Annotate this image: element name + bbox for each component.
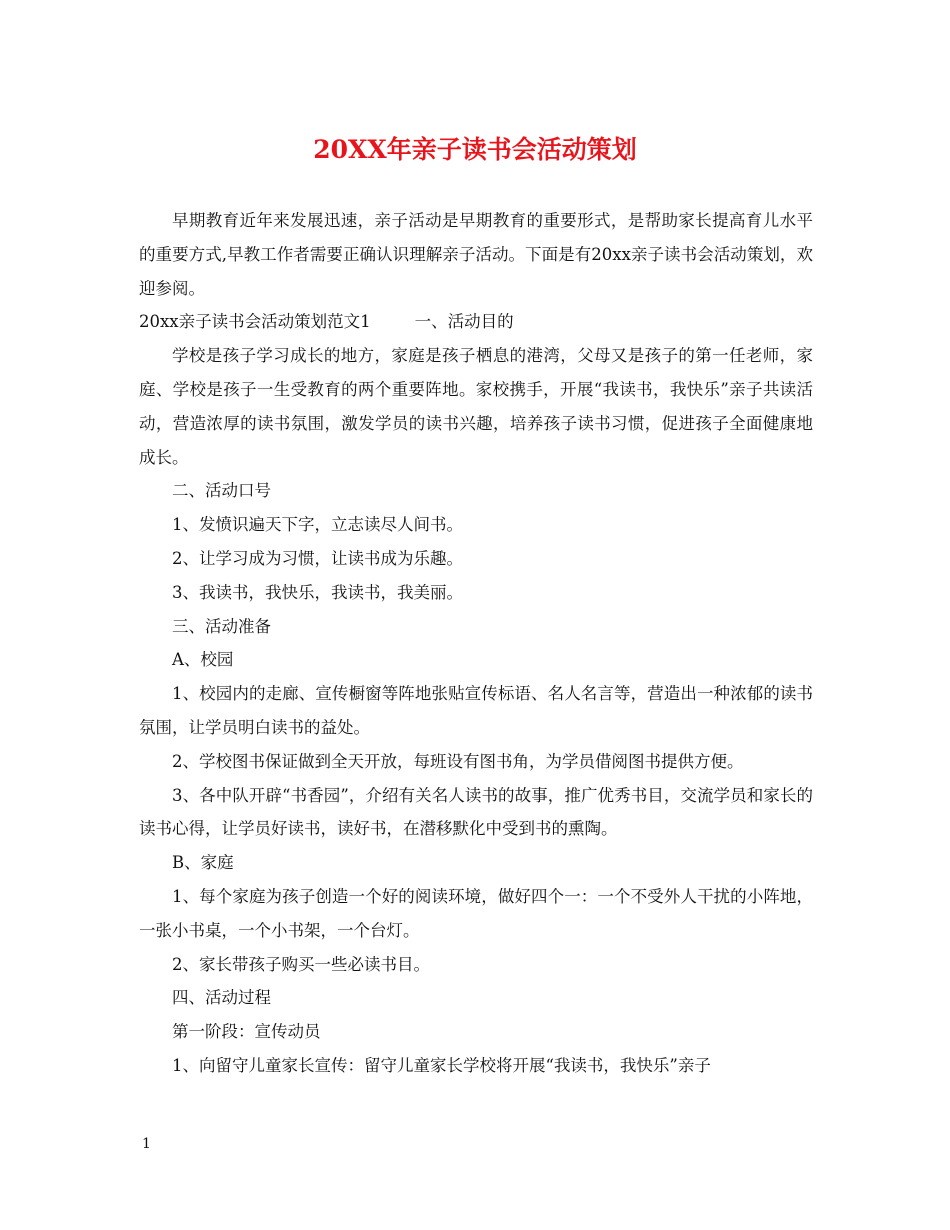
paragraph: 2、让学习成为习惯，让读书成为乐趣。 (172, 548, 463, 568)
intro-paragraph: 早期教育近年来发展迅速，亲子活动是早期教育的重要形式，是帮助家长提高育儿水平的重要方式,早教工作者需要正确认识理解亲子活动。下面是有20xx亲子读书会活动策划，欢迎参阅。 (139, 211, 813, 298)
paragraph: 二、活动口号 (172, 481, 271, 501)
paragraph: 3、我读书，我快乐，我读书，我美丽。 (172, 582, 463, 602)
paragraph: A、校园 (172, 650, 234, 670)
paragraph: 四、活动过程 (172, 988, 271, 1008)
paragraph: 1、每个家庭为孩子创造一个好的阅读环境，做好四个一：一个不受外人干扰的小阵地，一张小书桌，一个小书架，一个台灯。 (139, 886, 813, 940)
paragraph: B、家庭 (172, 853, 234, 873)
paragraph: 2、家长带孩子购买一些必读书目。 (172, 954, 430, 974)
subheading-right: 一、活动目的 (414, 312, 514, 332)
paragraph: 三、活动准备 (172, 616, 271, 636)
document-body (139, 204, 813, 1083)
paragraph: 第一阶段：宣传动员 (172, 1022, 321, 1042)
paragraph: 2、学校图书保证做到全天开放，每班设有图书角，为学员借阅图书提供方便。 (172, 751, 744, 771)
page-number: 1 (142, 1136, 151, 1152)
paragraph: 1、向留守儿童家长宣传：留守儿童家长学校将开展“我读书，我快乐”亲子 (172, 1055, 711, 1075)
paragraph: 1、校园内的走廊、宣传橱窗等阵地张贴宣传标语、名人名言等，营造出一种浓郁的读书氛围，让学员明白读书的益处。 (139, 684, 813, 737)
paragraph: 1、发愤识遍天下字，立志读尽人间书。 (172, 515, 463, 535)
paragraph: 3、各中队开辟“书香园”，介绍有关名人读书的故事，推广优秀书目，交流学员和家长的读书心得，让学员好读书，读好书，在潜移默化中受到书的熏陶。 (139, 785, 813, 839)
subheading-left: 20xx亲子读书会活动策划范文1 (139, 312, 371, 332)
document-title: 20XX年亲子读书会活动策划 (313, 135, 637, 164)
paragraph: 学校是孩子学习成长的地方，家庭是孩子栖息的港湾，父母又是孩子的第一任老师，家庭、学校是孩子一生受教育的两个重要阵地。家校携手，开展“我读书，我快乐”亲子共读活动，营造浓厚的读书氛围，激发学员的读书兴趣，培养孩子读书习惯，促进孩子全面健康地成长。 (139, 346, 813, 467)
section-heading-line (139, 305, 813, 339)
